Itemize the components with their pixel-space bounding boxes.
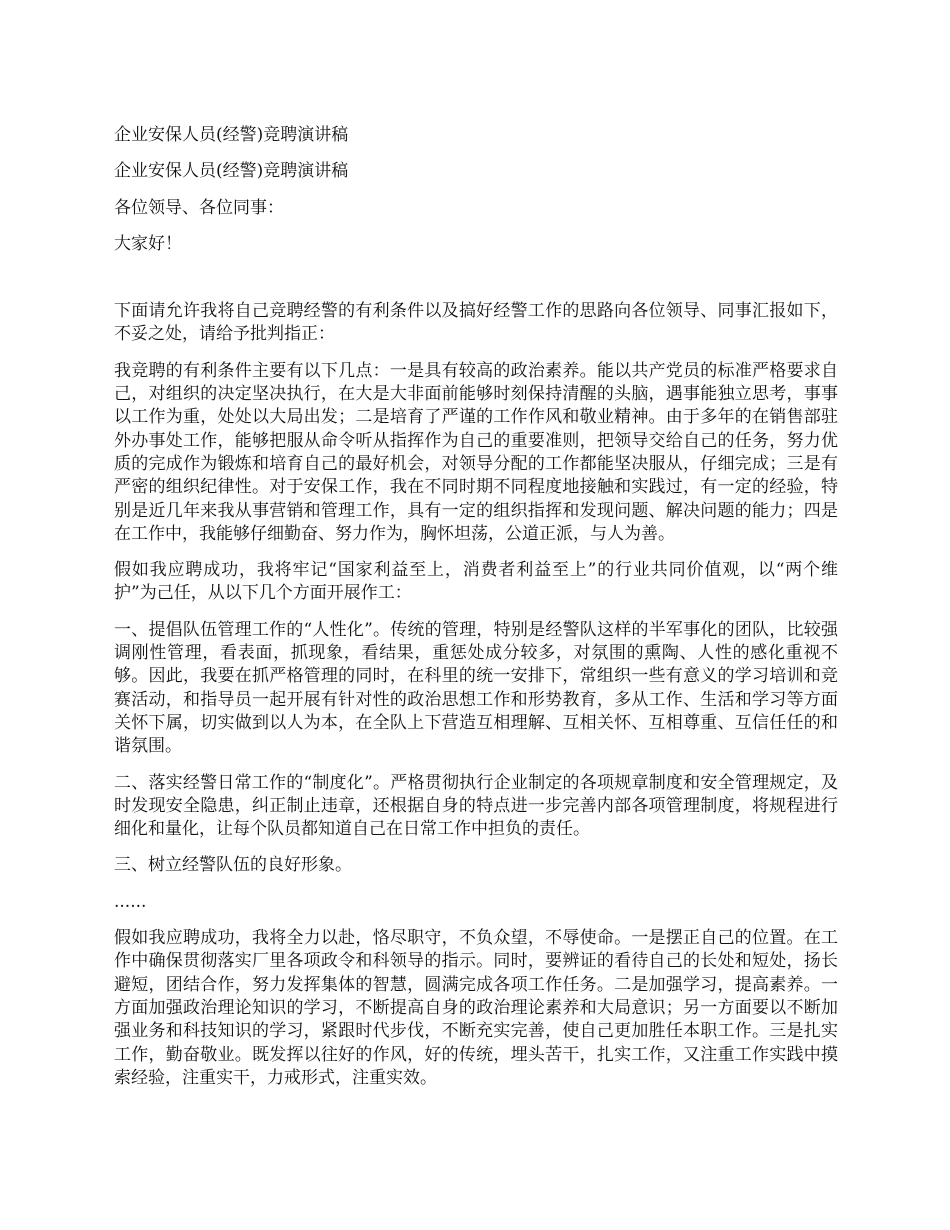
paragraph-plan-intro: 假如我应聘成功，我将牢记“国家利益至上，消费者利益至上”的行业共同价值观，以“两个维护”为己任，从以下几个方面开展作工： [114, 560, 838, 604]
document-heading: 企业安保人员(经警)竞聘演讲稿 [114, 161, 349, 182]
document-page [114, 124, 838, 1090]
paragraph-point-one: 一、提倡队伍管理工作的“人性化”。传统的管理，特别是经警队这样的半军事化的团队，比较强调刚性管理，看表面，抓现象，看结果，重惩处成分较多，对氛围的熏陶、人性的感化重视不够。因此，我要在抓严格管理的同时，在科里的统一安排下，常组织一些有意义的学习培训和竞赛活动，和指导员一起开展有针对性的政治思想工作和形势教育，多从工作、生活和学习等方面关怀下属，切实做到以人为本，在全队上下营造互相理解、互相关怀、互相尊重、互信任任的和谐氛围。 [114, 619, 838, 757]
document-title: 企业安保人员(经警)竞聘演讲稿 [114, 125, 349, 145]
salutation: 各位领导、各位同事： [114, 197, 284, 218]
greeting: 大家好！ [114, 233, 182, 254]
paragraph-qualifications: 我竞聘的有利条件主要有以下几点：一是具有较高的政治素养。能以共产党员的标准严格要求自己，对组织的决定坚决执行，在大是大非面前能够时刻保持清醒的头脑，遇事能独立思考，事事以工作为重，处处以大局出发；二是培育了严谨的工作作风和敬业精神。由于多年的在销售部驻外办事处工作，能够把服从命令听从指挥作为自己的重要准则，把领导交给自己的任务，努力优质的完成作为锻炼和培育自己的最好机会，对领导分配的工作都能坚决服从，仔细完成；三是有严密的组织纪律性。对于安保工作，我在不同时期不同程度地接触和实践过，有一定的经验，特别是近几年来我从事营销和管理工作，具有一定的组织指挥和发现问题、解决问题的能力；四是在工作中，我能够仔细勤奋、努力作为，胸怀坦荡，公道正派，与人为善。 [114, 360, 838, 544]
paragraph-point-three: 三、树立经警队伍的良好形象。 [114, 855, 352, 876]
paragraph-closing: 假如我应聘成功，我将全力以赴，恪尽职守，不负众望，不辱使命。一是摆正自己的位置。在工作中确保贯彻落实厂里各项政令和科领导的指示。同时，要辨证的看待自己的长处和短处，扬长避短，团结合作，努力发挥集体的智慧，圆满完成各项工作任务。二是加强学习，提高素养。一方面加强政治理论知识的学习，不断提高自身的政治理论素养和大局意识；另一方面要以不断加强业务和科技知识的学习，紧跟时代步伐，不断充实完善，使自己更加胜任本职工作。三是扎实工作，勤奋敬业。既发挥以往好的作风，好的传统，埋头苦干，扎实工作，又注重工作实践中摸索经验，注重实干，力戒形式，注重实效。 [114, 928, 838, 1088]
paragraph-point-two: 二、落实经警日常工作的“制度化”。严格贯彻执行企业制定的各项规章制度和安全管理规定，及时发现安全隐患，纠正制止违章，还根据自身的特点进一步完善内部各项管理制度，将规程进行细化和量化，让每个队员都知道自己在日常工作中担负的责任。 [114, 772, 838, 840]
paragraph-intro: 下面请允许我将自己竞聘经警的有利条件以及搞好经警工作的思路向各位领导、同事汇报如下，不妥之处，请给予批判指正： [114, 301, 838, 345]
ellipsis-line: ...... [114, 891, 147, 912]
